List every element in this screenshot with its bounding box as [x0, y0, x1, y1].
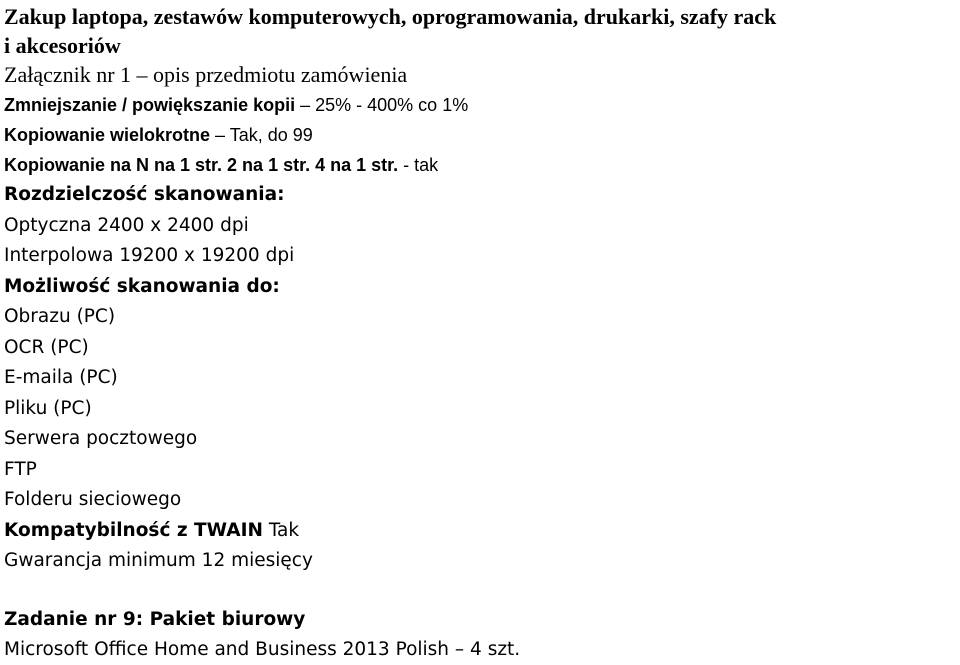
- list-item: Optyczna 2400 x 2400 dpi: [4, 214, 249, 236]
- warranty-text: Gwarancja minimum 12 miesięcy: [4, 550, 313, 571]
- spec-multi-copy: [4, 120, 956, 150]
- scan-resolution-heading: Rozdzielczość skanowania:: [4, 184, 285, 205]
- list-item: E-maila (PC): [4, 367, 118, 388]
- list-item: Serwera pocztowego: [4, 428, 198, 449]
- spec-twain: [4, 516, 956, 547]
- section-spacer: [4, 577, 956, 605]
- list-item: Pliku (PC): [4, 397, 92, 419]
- list-item: OCR (PC): [4, 336, 89, 358]
- spec-value: Tak: [262, 519, 300, 541]
- spec-copy-zoom: [4, 90, 956, 120]
- spec-value: – Tak, do 99: [215, 125, 313, 145]
- spec-label: Kopiowanie na N na 1 str. 2 na 1 str. 4 na 1 str.: [4, 155, 399, 175]
- list-item: Obrazu (PC): [4, 306, 116, 327]
- document-title-line-2: i akcesoriów: [4, 33, 121, 58]
- spec-label: Kompatybilność z TWAIN: [4, 519, 263, 541]
- spec-label: Zmniejszanie / powiększanie kopii: [4, 95, 296, 115]
- task-9-item: Microsoft Office Home and Business 2013 Polish – 4 szt.: [4, 638, 521, 660]
- spec-value: - tak: [398, 155, 439, 175]
- document-title-line-1: Zakup laptopa, zestawów komputerowych, oprogramowania, drukarki, szafy rack: [4, 4, 777, 29]
- spec-n-up-copy: [4, 150, 956, 180]
- list-item: FTP: [4, 458, 37, 480]
- document-subtitle: Załącznik nr 1 – opis przedmiotu zamówienia: [4, 62, 408, 87]
- scan-to-heading: Możliwość skanowania do:: [4, 275, 280, 297]
- list-item: Interpolowa 19200 x 19200 dpi: [4, 245, 295, 266]
- document: [4, 0, 956, 665]
- list-item: Folderu sieciowego: [4, 489, 182, 510]
- spec-label: Kopiowanie wielokrotne: [4, 125, 211, 145]
- spec-value: – 25% - 400% co 1%: [300, 95, 469, 115]
- task-9-heading: Zadanie nr 9: Pakiet biurowy: [4, 608, 306, 630]
